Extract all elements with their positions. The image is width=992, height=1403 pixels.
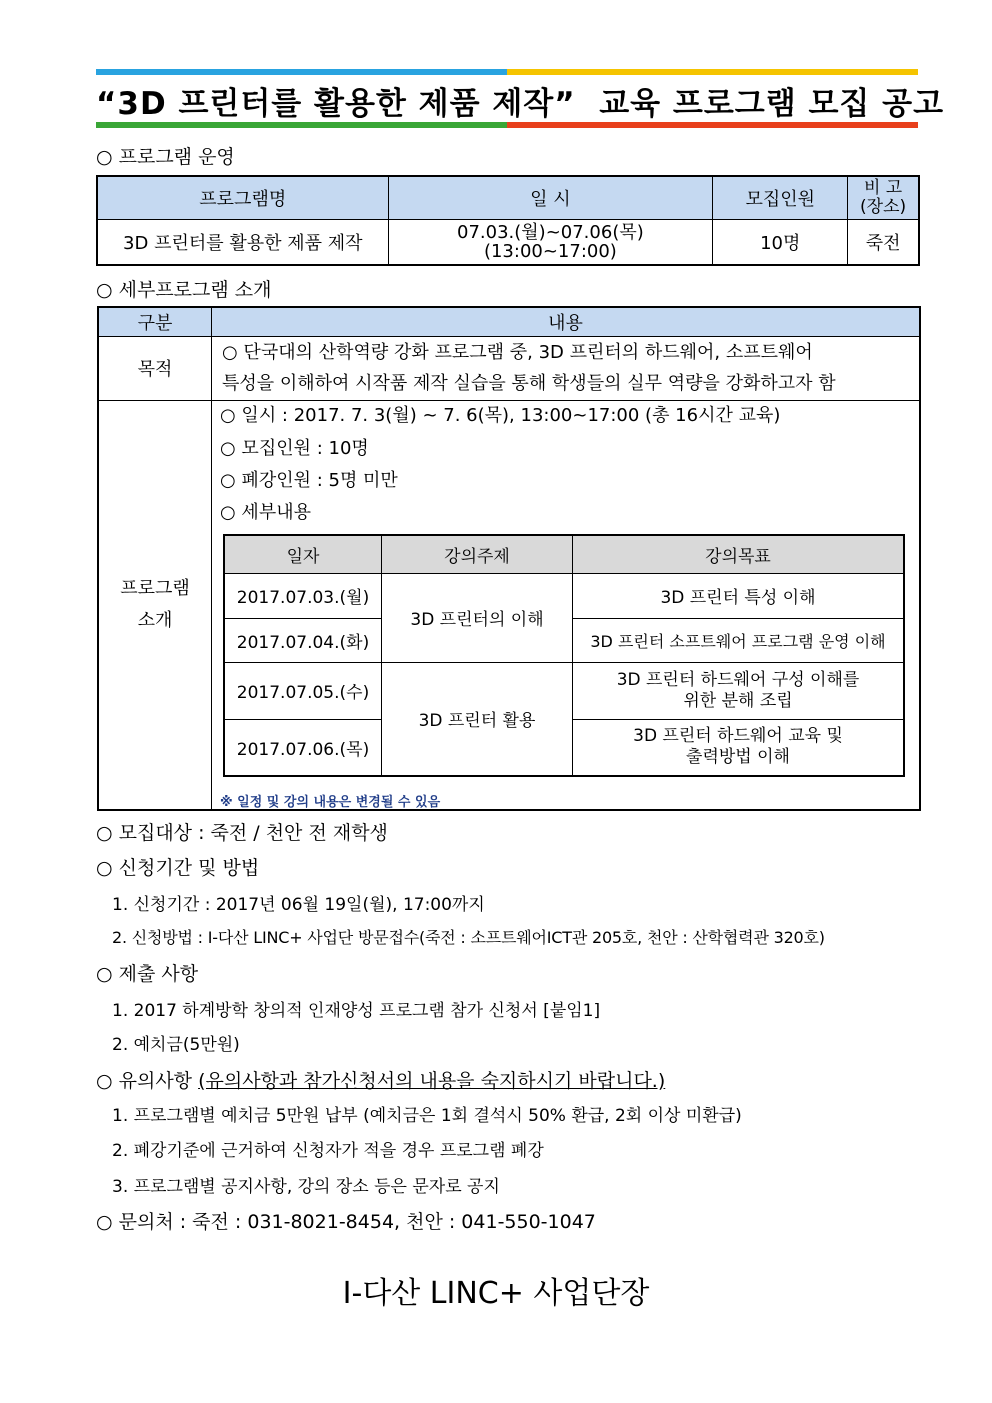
schedule-goal: 3D 프린터 특성 이해 [573,573,905,618]
apply-heading: ○ 신청기간 및 방법 [96,857,260,879]
header-date: 일자 [224,535,382,573]
submit-item: 1. 2017 하계방학 창의적 인재양성 프로그램 참가 신청서 [붙임1] [112,1001,601,1021]
cell-place: 죽전 [848,219,919,265]
bullet-detail: ○ 세부내용 [220,502,311,523]
page-title: “3D 프린터를 활용한 제품 제작” 교육 프로그램 모집 공고 [96,86,945,122]
schedule-topic: 3D 프린터의 이해 [382,573,573,662]
contact-line: ○ 문의처 : 죽전 : 031-8021-8454, 천안 : 041-550-1047 [96,1211,596,1233]
schedule-topic: 3D 프린터 활용 [382,662,573,776]
header-program-name: 프로그램명 [97,176,388,219]
cell-program-name: 3D 프린터를 활용한 제품 제작 [97,219,388,265]
title-bar-top-blue [96,69,507,75]
caution-item: 2. 폐강기준에 근거하여 신청자가 적을 경우 프로그램 폐강 [112,1141,544,1161]
apply-item: 1. 신청기간 : 2017년 06월 19일(월), 17:00까지 [112,895,485,915]
bullet-cancel-count: ○ 폐강인원 : 5명 미만 [220,470,398,491]
schedule-change-note: ※ 일정 및 강의 내용은 변경될 수 있음 [220,795,441,810]
label-program-intro: 프로그램 소개 [98,400,212,810]
program-table [96,175,920,266]
schedule-goal: 3D 프린터 소프트웨어 프로그램 운영 이해 [573,618,905,662]
schedule-date: 2017.07.05.(수) [224,662,382,719]
submit-item: 2. 예치금(5만원) [112,1035,240,1055]
title-bar-bottom-red [507,122,918,128]
schedule-goal: 3D 프린터 하드웨어 구성 이해를 위한 분해 조립 [573,662,905,719]
bullet-schedule: ○ 일시 : 2017. 7. 3(월) ~ 7. 6(목), 13:00~17:00 (총 16시간 교육) [220,405,781,426]
cell-count: 10명 [713,219,848,265]
header-datetime: 일 시 [388,176,713,219]
section-program-heading: ○ 프로그램 운영 [96,146,235,168]
header-category: 구분 [98,307,212,336]
purpose-text: ○ 단국대의 산학역량 강화 프로그램 중, 3D 프린터의 하드웨어, 소프트웨어 특성을 이해하여 시작품 제작 실습을 통해 학생들의 실무 역량을 강화하고자 함 [212,336,921,400]
schedule-goal: 3D 프린터 하드웨어 교육 및 출력방법 이해 [573,719,905,776]
caution-heading [96,1066,665,1093]
header-goal: 강의목표 [573,535,905,573]
header-note: 비 고 (장소) [848,176,919,219]
section-detail-heading: ○ 세부프로그램 소개 [96,279,272,301]
submit-heading: ○ 제출 사항 [96,963,199,985]
title-bar-top-yellow [507,69,918,75]
target-line: ○ 모집대상 : 죽전 / 천안 전 재학생 [96,822,388,844]
label-purpose: 목적 [98,336,212,400]
title-bar-bottom-green [96,122,507,128]
schedule-date: 2017.07.03.(월) [224,573,382,618]
caution-item: 1. 프로그램별 예치금 5만원 납부 (예치금은 1회 결석시 50% 환급, 2회 이상 미환급) [112,1106,742,1126]
schedule-date: 2017.07.06.(목) [224,719,382,776]
header-topic: 강의주제 [382,535,573,573]
bullet-recruit-count: ○ 모집인원 : 10명 [220,438,369,459]
header-content: 내용 [212,307,921,336]
footer-signature: I-다산 LINC+ 사업단장 [342,1276,650,1311]
cell-datetime: 07.03.(월)~07.06(목) (13:00~17:00) [388,219,713,265]
caution-item: 3. 프로그램별 공지사항, 강의 장소 등은 문자로 공지 [112,1177,500,1197]
caution-heading-prefix: ○ 유의사항 [96,1070,199,1092]
caution-heading-note: (유의사항과 참가신청서의 내용을 숙지하시기 바랍니다.) [198,1070,666,1092]
header-count: 모집인원 [713,176,848,219]
schedule-table [223,534,905,777]
schedule-date: 2017.07.04.(화) [224,618,382,662]
apply-item: 2. 신청방법 : I-다산 LINC+ 사업단 방문접수(죽전 : 소프트웨어ICT관 205호, 천안 : 산학협력관 320호) [112,928,825,947]
